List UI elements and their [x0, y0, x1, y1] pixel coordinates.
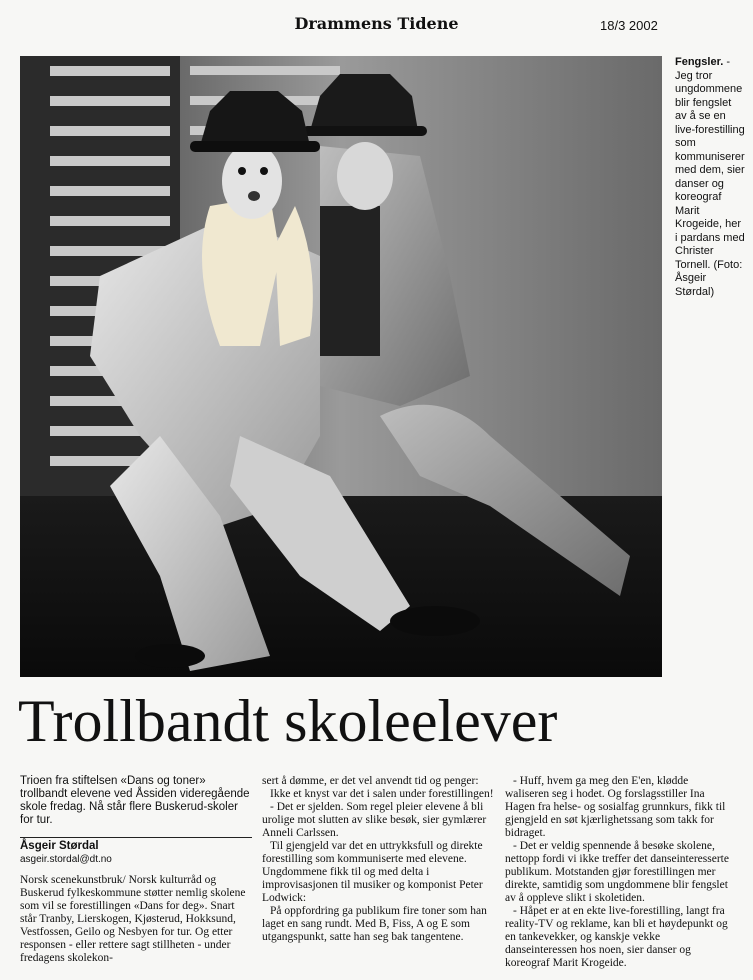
- caption-text: - Jeg tror ungdommene blir fengslet av å se en live-forestilling som kommuniserer med dem, sier danser og koreograf Marit Krogeide, her i pardans med Christer Tornell. (Foto: Åsgeir Størdal): [675, 56, 745, 298]
- body-paragraph: sert å dømme, er det vel anvendt tid og penger:: [262, 775, 479, 787]
- body-paragraph: - Håpet er at en ekte live-forestilling, langt fra reality-TV og reklame, kan bli et høydepunkt og en tankevekker, og kanskje vekke danseinteressen hos noen, sier danser og koreograf Marit Krogeide.: [505, 905, 728, 969]
- article-photo: [20, 56, 662, 677]
- body-paragraph: - Det er sjelden. Som regel pleier elevene å bli urolige mot slutten av slike besøk, sier gymlærer Anneli Carlssen.: [262, 801, 487, 839]
- caption-lead: Fengsler.: [675, 56, 724, 68]
- dancers-photo-illustration: [20, 56, 662, 677]
- article-column-2: [262, 775, 494, 944]
- byline-email: asgeir.stordal@dt.no: [20, 854, 112, 865]
- body-paragraph: Ikke et knyst var det i salen under forestillingen!: [270, 788, 494, 800]
- body-paragraph: - Huff, hvem ga meg den E'en, klødde waliseren seg i hodet. Og forslagsstiller Ina Hagen fra helse- og sosialfag grunnkurs, fikk til gjengjeld en søt kjærlighetssang som takk for bidraget.: [505, 775, 726, 839]
- photo-caption: [675, 56, 745, 299]
- body-paragraph: Til gjengjeld var det en uttrykksfull og direkte forestilling som kommuniserte med elevene. Ungdommene fikk til og med delta i improvisasjonen til musiker og komponist Peter Lodwick:: [262, 840, 483, 904]
- article-column-3: [505, 775, 735, 970]
- article-ingress: Trioen fra stiftelsen «Dans og toner» trollbandt elevene ved Åssiden videregående skole fredag. Nå står flere Buskerud-skoler for tur.: [20, 775, 250, 826]
- publication-date: 18/3 2002: [600, 18, 658, 33]
- article-column-1: [20, 775, 252, 965]
- body-paragraph: På oppfordring ga publikum fire toner som han laget en sang rundt. Med B, Fiss, A og E som utgangspunkt, satte han seg bak tangentene.: [262, 905, 487, 943]
- body-paragraph: Norsk scenekunstbruk/ Norsk kulturråd og Buskerud fylkeskommune støtter nemlig skolene som vil se forestillingen «Dans for deg». Snart står Tranby, Lierskogen, Kjøsterud, Hokksund, Vestfossen, Geilo og Nesbyen for tur. Og etter responsen - eller rettere sagt stillheten - under fredagens skolekon-: [20, 874, 246, 964]
- article-headline: Trollbandt skoleelever: [18, 688, 558, 754]
- body-paragraph: - Det er veldig spennende å besøke skolene, nettopp fordi vi ikke treffer det danseinteresserte publikum. Motstanden gjør forestillingen mer direkte, samtidig som ungdommene blir fengslet av å oppleve slikt i skoletiden.: [505, 840, 729, 904]
- newspaper-name: Drammens Tidene: [294, 14, 459, 33]
- byline-author: Åsgeir Størdal: [20, 837, 252, 853]
